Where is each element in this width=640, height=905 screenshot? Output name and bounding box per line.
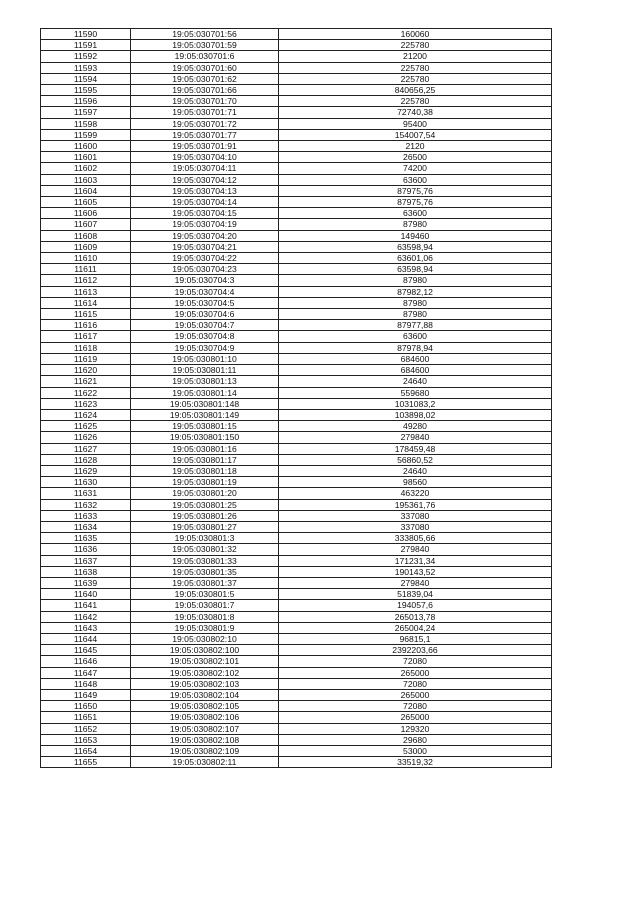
value-cell: 190143,52: [279, 566, 552, 577]
cadastral-value-table: [40, 28, 552, 768]
cadastral-number-cell: 19:05:030704:20: [131, 230, 279, 241]
cadastral-number-cell: 19:05:030802:11: [131, 757, 279, 768]
value-cell: 265004,24: [279, 622, 552, 633]
table-row: [41, 129, 552, 140]
cadastral-number-cell: 19:05:030701:77: [131, 129, 279, 140]
cadastral-number-cell: 19:05:030802:108: [131, 734, 279, 745]
row-number-cell: 11641: [41, 600, 131, 611]
cadastral-number-cell: 19:05:030801:150: [131, 432, 279, 443]
value-cell: 87975,76: [279, 185, 552, 196]
cadastral-number-cell: 19:05:030801:17: [131, 454, 279, 465]
value-cell: 129320: [279, 723, 552, 734]
table-row: [41, 387, 552, 398]
cadastral-number-cell: 19:05:030801:25: [131, 499, 279, 510]
row-number-cell: 11590: [41, 29, 131, 40]
value-cell: 337080: [279, 510, 552, 521]
row-number-cell: 11612: [41, 275, 131, 286]
cadastral-number-cell: 19:05:030802:102: [131, 667, 279, 678]
table-row: [41, 577, 552, 588]
table-row: [41, 29, 552, 40]
value-cell: 279840: [279, 577, 552, 588]
value-cell: 95400: [279, 118, 552, 129]
table-row: [41, 678, 552, 689]
cadastral-number-cell: 19:05:030704:12: [131, 174, 279, 185]
table-row: [41, 723, 552, 734]
row-number-cell: 11644: [41, 633, 131, 644]
table-row: [41, 465, 552, 476]
row-number-cell: 11598: [41, 118, 131, 129]
value-cell: 33519,32: [279, 757, 552, 768]
row-number-cell: 11621: [41, 376, 131, 387]
row-number-cell: 11618: [41, 342, 131, 353]
table-row: [41, 454, 552, 465]
cadastral-number-cell: 19:05:030704:8: [131, 331, 279, 342]
value-cell: 265000: [279, 689, 552, 700]
table-row: [41, 208, 552, 219]
table-row: [41, 757, 552, 768]
row-number-cell: 11631: [41, 488, 131, 499]
table-row: [41, 40, 552, 51]
value-cell: 87980: [279, 219, 552, 230]
row-number-cell: 11610: [41, 253, 131, 264]
row-number-cell: 11607: [41, 219, 131, 230]
cadastral-number-cell: 19:05:030704:6: [131, 309, 279, 320]
table-row: [41, 701, 552, 712]
table-row: [41, 521, 552, 532]
row-number-cell: 11595: [41, 85, 131, 96]
value-cell: 63598,94: [279, 264, 552, 275]
row-number-cell: 11623: [41, 398, 131, 409]
table-row: [41, 432, 552, 443]
table-row: [41, 667, 552, 678]
row-number-cell: 11603: [41, 174, 131, 185]
value-cell: 149460: [279, 230, 552, 241]
row-number-cell: 11655: [41, 757, 131, 768]
table-row: [41, 174, 552, 185]
value-cell: 194057,6: [279, 600, 552, 611]
cadastral-number-cell: 19:05:030801:32: [131, 544, 279, 555]
table-row: [41, 286, 552, 297]
row-number-cell: 11637: [41, 555, 131, 566]
cadastral-number-cell: 19:05:030704:15: [131, 208, 279, 219]
value-cell: 24640: [279, 376, 552, 387]
table-row: [41, 510, 552, 521]
table-row: [41, 398, 552, 409]
cadastral-number-cell: 19:05:030801:7: [131, 600, 279, 611]
cadastral-number-cell: 19:05:030802:107: [131, 723, 279, 734]
row-number-cell: 11635: [41, 533, 131, 544]
row-number-cell: 11616: [41, 320, 131, 331]
cadastral-number-cell: 19:05:030704:11: [131, 163, 279, 174]
cadastral-number-cell: 19:05:030704:21: [131, 241, 279, 252]
table-row: [41, 96, 552, 107]
row-number-cell: 11652: [41, 723, 131, 734]
value-cell: 225780: [279, 96, 552, 107]
value-cell: 72740,38: [279, 107, 552, 118]
value-cell: 51839,04: [279, 589, 552, 600]
value-cell: 87982,12: [279, 286, 552, 297]
row-number-cell: 11629: [41, 465, 131, 476]
row-number-cell: 11602: [41, 163, 131, 174]
cadastral-number-cell: 19:05:030801:35: [131, 566, 279, 577]
table-row: [41, 185, 552, 196]
value-cell: 840656,25: [279, 85, 552, 96]
cadastral-number-cell: 19:05:030802:103: [131, 678, 279, 689]
row-number-cell: 11620: [41, 365, 131, 376]
cadastral-number-cell: 19:05:030801:149: [131, 409, 279, 420]
table-row: [41, 152, 552, 163]
table-row: [41, 297, 552, 308]
row-number-cell: 11622: [41, 387, 131, 398]
value-cell: 63601,06: [279, 253, 552, 264]
row-number-cell: 11646: [41, 656, 131, 667]
row-number-cell: 11593: [41, 62, 131, 73]
cadastral-number-cell: 19:05:030802:10: [131, 633, 279, 644]
table-row: [41, 488, 552, 499]
value-cell: 337080: [279, 521, 552, 532]
table-row: [41, 622, 552, 633]
row-number-cell: 11626: [41, 432, 131, 443]
value-cell: 87977,88: [279, 320, 552, 331]
cadastral-number-cell: 19:05:030704:7: [131, 320, 279, 331]
cadastral-number-cell: 19:05:030802:105: [131, 701, 279, 712]
table-row: [41, 253, 552, 264]
row-number-cell: 11604: [41, 185, 131, 196]
row-number-cell: 11619: [41, 353, 131, 364]
row-number-cell: 11627: [41, 443, 131, 454]
table-row: [41, 477, 552, 488]
row-number-cell: 11615: [41, 309, 131, 320]
cadastral-number-cell: 19:05:030802:101: [131, 656, 279, 667]
value-cell: 684600: [279, 353, 552, 364]
table-row: [41, 633, 552, 644]
table-row: [41, 499, 552, 510]
cadastral-number-cell: 19:05:030704:23: [131, 264, 279, 275]
cadastral-number-cell: 19:05:030801:26: [131, 510, 279, 521]
value-cell: 29680: [279, 734, 552, 745]
table-row: [41, 342, 552, 353]
value-cell: 154007,54: [279, 129, 552, 140]
table-row: [41, 734, 552, 745]
value-cell: 26500: [279, 152, 552, 163]
table-row: [41, 73, 552, 84]
table-row: [41, 320, 552, 331]
value-cell: 279840: [279, 432, 552, 443]
row-number-cell: 11601: [41, 152, 131, 163]
table-row: [41, 107, 552, 118]
value-cell: 53000: [279, 746, 552, 757]
value-cell: 63600: [279, 174, 552, 185]
row-number-cell: 11639: [41, 577, 131, 588]
row-number-cell: 11642: [41, 611, 131, 622]
cadastral-number-cell: 19:05:030704:14: [131, 197, 279, 208]
table-row: [41, 645, 552, 656]
value-cell: 225780: [279, 73, 552, 84]
row-number-cell: 11643: [41, 622, 131, 633]
value-cell: 1031083,2: [279, 398, 552, 409]
row-number-cell: 11645: [41, 645, 131, 656]
table-row: [41, 275, 552, 286]
table-row: [41, 689, 552, 700]
cadastral-number-cell: 19:05:030701:6: [131, 51, 279, 62]
cadastral-number-cell: 19:05:030704:19: [131, 219, 279, 230]
cadastral-number-cell: 19:05:030801:27: [131, 521, 279, 532]
cadastral-number-cell: 19:05:030802:106: [131, 712, 279, 723]
row-number-cell: 11597: [41, 107, 131, 118]
row-number-cell: 11648: [41, 678, 131, 689]
value-cell: 87980: [279, 309, 552, 320]
row-number-cell: 11600: [41, 141, 131, 152]
cadastral-number-cell: 19:05:030704:22: [131, 253, 279, 264]
cadastral-number-cell: 19:05:030801:10: [131, 353, 279, 364]
row-number-cell: 11617: [41, 331, 131, 342]
row-number-cell: 11636: [41, 544, 131, 555]
value-cell: 171231,34: [279, 555, 552, 566]
cadastral-number-cell: 19:05:030701:62: [131, 73, 279, 84]
table-row: [41, 264, 552, 275]
value-cell: 74200: [279, 163, 552, 174]
value-cell: 72080: [279, 701, 552, 712]
cadastral-number-cell: 19:05:030801:13: [131, 376, 279, 387]
cadastral-number-cell: 19:05:030801:148: [131, 398, 279, 409]
cadastral-number-cell: 19:05:030701:56: [131, 29, 279, 40]
row-number-cell: 11614: [41, 297, 131, 308]
table-row: [41, 600, 552, 611]
value-cell: 178459,48: [279, 443, 552, 454]
table-row: [41, 51, 552, 62]
document-page: [40, 28, 551, 768]
cadastral-number-cell: 19:05:030801:33: [131, 555, 279, 566]
row-number-cell: 11633: [41, 510, 131, 521]
row-number-cell: 11625: [41, 421, 131, 432]
cadastral-number-cell: 19:05:030801:18: [131, 465, 279, 476]
cadastral-number-cell: 19:05:030701:72: [131, 118, 279, 129]
table-row: [41, 656, 552, 667]
row-number-cell: 11650: [41, 701, 131, 712]
row-number-cell: 11640: [41, 589, 131, 600]
cadastral-number-cell: 19:05:030802:100: [131, 645, 279, 656]
row-number-cell: 11594: [41, 73, 131, 84]
cadastral-number-cell: 19:05:030701:70: [131, 96, 279, 107]
value-cell: 225780: [279, 40, 552, 51]
table-row: [41, 533, 552, 544]
table-row: [41, 365, 552, 376]
table-row: [41, 712, 552, 723]
table-row: [41, 163, 552, 174]
table-row: [41, 566, 552, 577]
row-number-cell: 11596: [41, 96, 131, 107]
cadastral-number-cell: 19:05:030802:109: [131, 746, 279, 757]
value-cell: 265013,78: [279, 611, 552, 622]
row-number-cell: 11628: [41, 454, 131, 465]
value-cell: 87978,94: [279, 342, 552, 353]
cadastral-number-cell: 19:05:030801:3: [131, 533, 279, 544]
table-row: [41, 331, 552, 342]
value-cell: 265000: [279, 712, 552, 723]
value-cell: 279840: [279, 544, 552, 555]
table-row: [41, 443, 552, 454]
cadastral-number-cell: 19:05:030701:60: [131, 62, 279, 73]
cadastral-number-cell: 19:05:030704:3: [131, 275, 279, 286]
cadastral-number-cell: 19:05:030802:104: [131, 689, 279, 700]
table-row: [41, 589, 552, 600]
value-cell: 96815,1: [279, 633, 552, 644]
value-cell: 463220: [279, 488, 552, 499]
value-cell: 333805,66: [279, 533, 552, 544]
value-cell: 72080: [279, 678, 552, 689]
table-row: [41, 118, 552, 129]
cadastral-number-cell: 19:05:030704:10: [131, 152, 279, 163]
table-row: [41, 309, 552, 320]
table-row: [41, 230, 552, 241]
row-number-cell: 11651: [41, 712, 131, 723]
row-number-cell: 11592: [41, 51, 131, 62]
row-number-cell: 11624: [41, 409, 131, 420]
row-number-cell: 11630: [41, 477, 131, 488]
cadastral-number-cell: 19:05:030704:9: [131, 342, 279, 353]
value-cell: 103898,02: [279, 409, 552, 420]
table-body: [41, 29, 552, 768]
row-number-cell: 11632: [41, 499, 131, 510]
row-number-cell: 11638: [41, 566, 131, 577]
row-number-cell: 11609: [41, 241, 131, 252]
value-cell: 63600: [279, 208, 552, 219]
table-row: [41, 555, 552, 566]
table-row: [41, 219, 552, 230]
row-number-cell: 11654: [41, 746, 131, 757]
value-cell: 87975,76: [279, 197, 552, 208]
table-row: [41, 85, 552, 96]
table-row: [41, 141, 552, 152]
table-row: [41, 241, 552, 252]
value-cell: 24640: [279, 465, 552, 476]
value-cell: 72080: [279, 656, 552, 667]
value-cell: 2120: [279, 141, 552, 152]
cadastral-number-cell: 19:05:030801:8: [131, 611, 279, 622]
value-cell: 559680: [279, 387, 552, 398]
row-number-cell: 11653: [41, 734, 131, 745]
cadastral-number-cell: 19:05:030701:59: [131, 40, 279, 51]
row-number-cell: 11608: [41, 230, 131, 241]
table-row: [41, 353, 552, 364]
row-number-cell: 11605: [41, 197, 131, 208]
table-row: [41, 611, 552, 622]
cadastral-number-cell: 19:05:030704:5: [131, 297, 279, 308]
table-row: [41, 409, 552, 420]
cadastral-number-cell: 19:05:030704:4: [131, 286, 279, 297]
cadastral-number-cell: 19:05:030701:66: [131, 85, 279, 96]
cadastral-number-cell: 19:05:030704:13: [131, 185, 279, 196]
cadastral-number-cell: 19:05:030801:16: [131, 443, 279, 454]
cadastral-number-cell: 19:05:030801:5: [131, 589, 279, 600]
value-cell: 87980: [279, 275, 552, 286]
value-cell: 225780: [279, 62, 552, 73]
row-number-cell: 11591: [41, 40, 131, 51]
value-cell: 684600: [279, 365, 552, 376]
table-row: [41, 197, 552, 208]
cadastral-number-cell: 19:05:030801:14: [131, 387, 279, 398]
table-row: [41, 421, 552, 432]
value-cell: 2392203,66: [279, 645, 552, 656]
cadastral-number-cell: 19:05:030701:71: [131, 107, 279, 118]
value-cell: 87980: [279, 297, 552, 308]
row-number-cell: 11649: [41, 689, 131, 700]
row-number-cell: 11634: [41, 521, 131, 532]
value-cell: 265000: [279, 667, 552, 678]
table-row: [41, 376, 552, 387]
value-cell: 98560: [279, 477, 552, 488]
cadastral-number-cell: 19:05:030701:91: [131, 141, 279, 152]
table-row: [41, 544, 552, 555]
cadastral-number-cell: 19:05:030801:11: [131, 365, 279, 376]
cadastral-number-cell: 19:05:030801:19: [131, 477, 279, 488]
row-number-cell: 11647: [41, 667, 131, 678]
row-number-cell: 11606: [41, 208, 131, 219]
value-cell: 49280: [279, 421, 552, 432]
value-cell: 21200: [279, 51, 552, 62]
table-row: [41, 746, 552, 757]
row-number-cell: 11599: [41, 129, 131, 140]
value-cell: 195361,76: [279, 499, 552, 510]
row-number-cell: 11613: [41, 286, 131, 297]
row-number-cell: 11611: [41, 264, 131, 275]
cadastral-number-cell: 19:05:030801:15: [131, 421, 279, 432]
value-cell: 63598,94: [279, 241, 552, 252]
value-cell: 56860,52: [279, 454, 552, 465]
value-cell: 160060: [279, 29, 552, 40]
cadastral-number-cell: 19:05:030801:37: [131, 577, 279, 588]
cadastral-number-cell: 19:05:030801:9: [131, 622, 279, 633]
cadastral-number-cell: 19:05:030801:20: [131, 488, 279, 499]
table-row: [41, 62, 552, 73]
value-cell: 63600: [279, 331, 552, 342]
